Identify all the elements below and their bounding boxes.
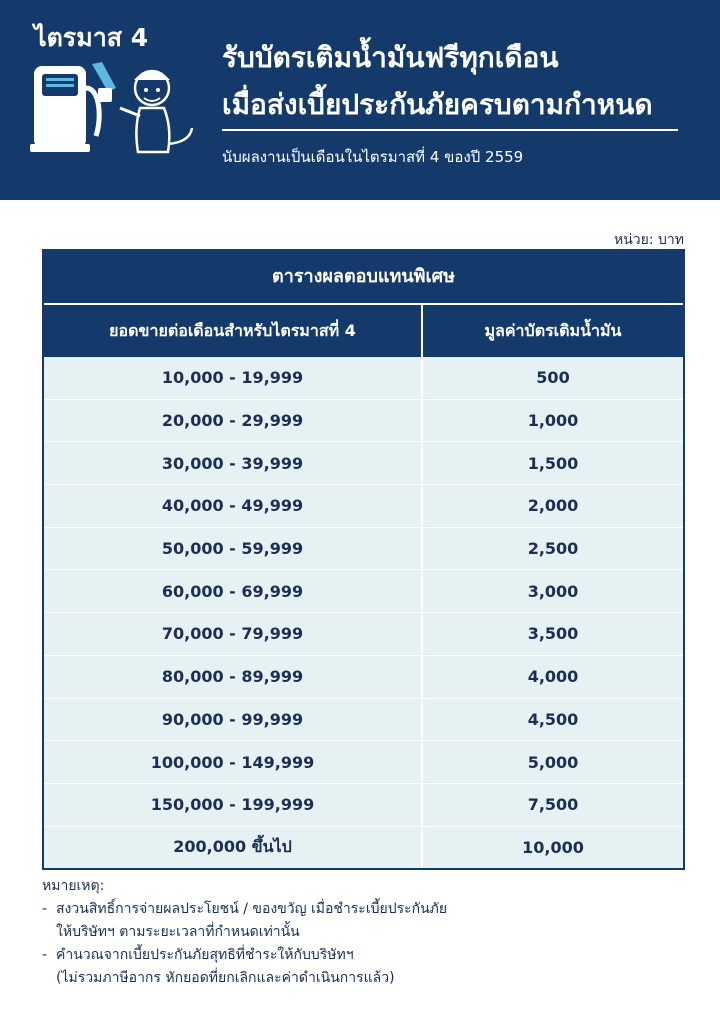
reward-table	[42, 249, 685, 870]
notes-heading: หมายเหตุ:	[42, 878, 105, 894]
table-row	[44, 357, 683, 399]
table-body	[44, 357, 683, 868]
table-title: ตารางผลตอบแทนพิเศษ	[44, 251, 683, 303]
table-row	[44, 783, 683, 826]
table-row	[44, 569, 683, 612]
note-text: (ไม่รวมภาษีอากร หักยอดที่ยกเลิกและค่าดำเนินการแล้ว)	[56, 970, 395, 986]
sales-range-cell: 200,000 ขึ้นไป	[44, 827, 421, 869]
title-divider	[222, 129, 678, 131]
card-value-cell: 4,500	[421, 699, 683, 741]
sales-range-cell: 50,000 - 59,999	[44, 528, 421, 570]
card-value-cell: 3,000	[421, 570, 683, 612]
card-value-cell: 1,500	[421, 442, 683, 484]
note-bullet: -	[42, 947, 48, 963]
page-title	[222, 34, 692, 128]
card-value-cell: 1,000	[421, 400, 683, 442]
note-text: คำนวณจากเบี้ยประกันภัยสุทธิที่ชำระให้กับบริษัทฯ	[56, 947, 354, 963]
table-row	[44, 527, 683, 570]
note-item	[42, 944, 682, 990]
sales-range-cell: 60,000 - 69,999	[44, 570, 421, 612]
card-value-cell: 2,000	[421, 485, 683, 527]
notes-section	[42, 875, 682, 990]
card-value-cell: 500	[421, 357, 683, 399]
table-row	[44, 740, 683, 783]
table-row	[44, 698, 683, 741]
unit-label: หน่วย: บาท	[613, 232, 684, 248]
table-row	[44, 484, 683, 527]
card-value-cell: 5,000	[421, 741, 683, 783]
card-value-cell: 4,000	[421, 656, 683, 698]
table-row	[44, 441, 683, 484]
card-value-cell: 3,500	[421, 613, 683, 655]
subtitle: นับผลงานเป็นเดือนในไตรมาสที่ 4 ของปี 2559	[222, 148, 524, 166]
table-row	[44, 655, 683, 698]
title-line-1: รับบัตรเติมน้ำมันฟรีทุกเดือน	[222, 41, 559, 74]
sales-range-cell: 90,000 - 99,999	[44, 699, 421, 741]
fuel-pump-mascot-icon	[30, 58, 200, 158]
note-text: สงวนสิทธิ์การจ่ายผลประโยชน์ / ของขวัญ เมื่อชำระเบี้ยประกันภัย	[56, 901, 448, 917]
quarter-label: ไตรมาส 4	[34, 23, 149, 52]
note-bullet: -	[42, 901, 48, 917]
header-sales-range: ยอดขายต่อเดือนสำหรับไตรมาสที่ 4	[109, 320, 356, 340]
table-row	[44, 612, 683, 655]
sales-range-cell: 40,000 - 49,999	[44, 485, 421, 527]
table-header-row	[44, 303, 683, 357]
sales-range-cell: 20,000 - 29,999	[44, 400, 421, 442]
table-row	[44, 399, 683, 442]
sales-range-cell: 10,000 - 19,999	[44, 357, 421, 399]
sales-range-cell: 100,000 - 149,999	[44, 741, 421, 783]
note-text: ให้บริษัทฯ ตามระยะเวลาที่กำหนดเท่านั้น	[56, 924, 300, 940]
sales-range-cell: 80,000 - 89,999	[44, 656, 421, 698]
card-value-cell: 7,500	[421, 784, 683, 826]
note-item	[42, 898, 682, 944]
title-line-2: เมื่อส่งเบี้ยประกันภัยครบตามกำหนด	[222, 88, 653, 121]
sales-range-cell: 70,000 - 79,999	[44, 613, 421, 655]
header-banner	[0, 0, 720, 200]
card-value-cell: 2,500	[421, 528, 683, 570]
card-value-cell: 10,000	[421, 827, 683, 869]
header-card-value: มูลค่าบัตรเติมน้ำมัน	[421, 305, 683, 357]
table-row	[44, 826, 683, 869]
sales-range-cell: 150,000 - 199,999	[44, 784, 421, 826]
sales-range-cell: 30,000 - 39,999	[44, 442, 421, 484]
